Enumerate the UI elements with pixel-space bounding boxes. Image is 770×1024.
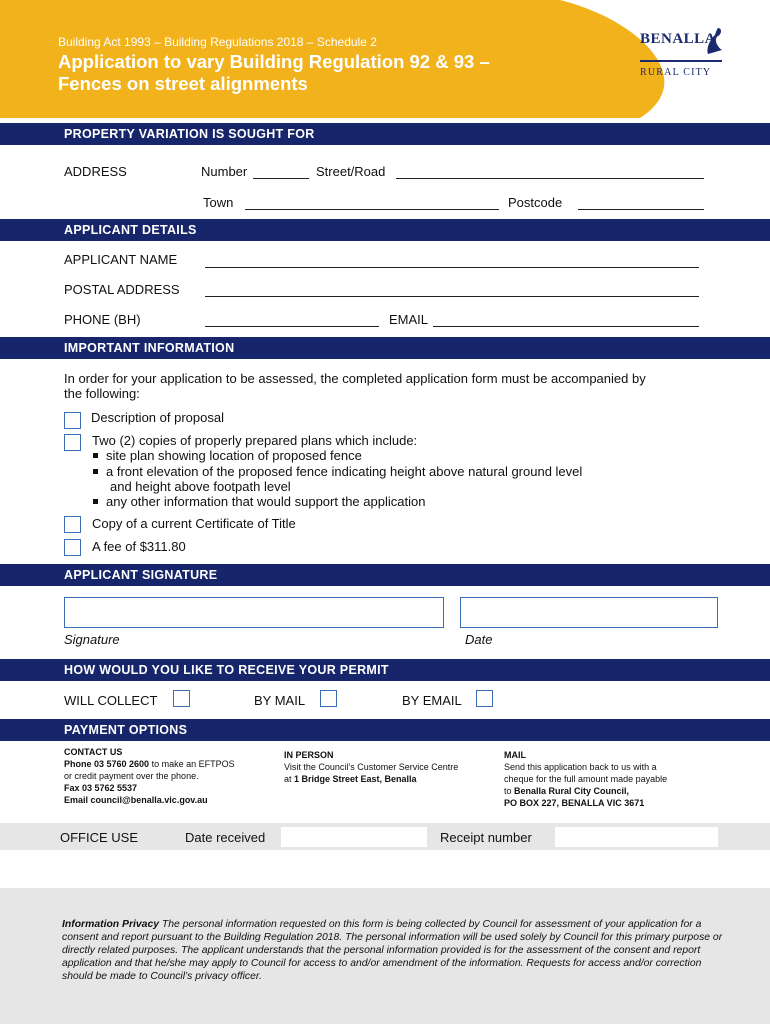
date-label: Date <box>465 632 493 647</box>
important-intro-line2: the following: <box>64 386 140 401</box>
will-collect-label: WILL COLLECT <box>64 693 158 708</box>
by-mail-label: BY MAIL <box>254 693 306 708</box>
date-field[interactable] <box>460 597 718 628</box>
payment-contact: CONTACT US Phone 03 5760 2600 to make an EFTPOS or credit payment over the phone. Fax 03 5762 5537 Email council@benalla.vic.gov.au <box>64 747 235 805</box>
signature-label: Signature <box>64 632 120 647</box>
postcode-label: Postcode <box>508 195 563 210</box>
bullet-front-elevation-cont: and height above footpath level <box>110 479 291 494</box>
checkbox-will-collect[interactable] <box>173 690 190 707</box>
date-received-label: Date received <box>185 830 266 845</box>
signature-field[interactable] <box>64 597 444 628</box>
phone-field[interactable] <box>205 326 379 327</box>
receipt-number-label: Receipt number <box>440 830 532 845</box>
page-header <box>0 0 770 118</box>
item-title-label: Copy of a current Certificate of Title <box>92 516 296 531</box>
bullet-other-info: any other information that would support the application <box>93 494 425 509</box>
section-important-heading: IMPORTANT INFORMATION <box>0 337 770 359</box>
town-field[interactable] <box>245 209 499 210</box>
number-label: Number <box>201 164 248 179</box>
postal-address-field[interactable] <box>205 296 699 297</box>
postal-address-label: POSTAL ADDRESS <box>64 282 180 297</box>
payment-mail: MAIL Send this application back to us with a cheque for the full amount made payable to Benalla Rural City Council, PO BOX 227, BENALLA VIC 3671 <box>504 750 668 808</box>
section-payment-heading: PAYMENT OPTIONS <box>0 719 770 741</box>
bullet-site-plan: site plan showing location of proposed fence <box>93 448 362 463</box>
act-reference: Building Act 1993 – Building Regulations 2018 – Schedule 2 <box>58 35 377 49</box>
item-description-label: Description of proposal <box>91 410 224 425</box>
address-label: ADDRESS <box>64 164 127 179</box>
receipt-number-field[interactable] <box>555 827 718 847</box>
street-field[interactable] <box>396 178 704 179</box>
page-title: Application to vary Building Regulation 92 & 93 – Fences on street alignments <box>58 51 490 94</box>
phone-label: PHONE (BH) <box>64 312 141 327</box>
email-label: EMAIL <box>389 312 429 327</box>
email-field[interactable] <box>433 326 699 327</box>
important-intro-line1: In order for your application to be assessed, the completed application form must be accompanied by <box>64 371 646 386</box>
number-field[interactable] <box>253 178 309 179</box>
checkbox-description[interactable] <box>64 412 81 429</box>
checkbox-by-mail[interactable] <box>320 690 337 707</box>
postcode-field[interactable] <box>578 209 704 210</box>
applicant-name-label: APPLICANT NAME <box>64 252 178 267</box>
privacy-statement: Information Privacy The personal information requested on this form is being collected by Council for assessment of your application for a consent and report pursuant to the Building Regulation 2018. The personal information will be used solely by Council for this primary purpose or directly related purposes. The applicant understands that the personal information provided is for the assessment of the consent and report application and that he/she may apply to Council for access to and/or amendment of the information. Requests for access and/or correction should be made to Council’s privacy officer. <box>62 919 723 982</box>
section-applicant-heading: APPLICANT DETAILS <box>0 219 770 241</box>
street-label: Street/Road <box>316 164 386 179</box>
office-use-label: OFFICE USE <box>60 830 139 845</box>
date-received-field[interactable] <box>281 827 427 847</box>
by-email-label: BY EMAIL <box>402 693 462 708</box>
applicant-name-field[interactable] <box>205 267 699 268</box>
town-label: Town <box>203 195 234 210</box>
section-receive-heading: HOW WOULD YOU LIKE TO RECEIVE YOUR PERMIT <box>0 659 770 681</box>
checkbox-by-email[interactable] <box>476 690 493 707</box>
bullet-front-elevation: a front elevation of the proposed fence indicating height above natural ground level <box>93 464 582 479</box>
item-plans-label: Two (2) copies of properly prepared plans which include: <box>92 433 418 448</box>
checkbox-title[interactable] <box>64 516 81 533</box>
payment-in-person: IN PERSON Visit the Council’s Customer Service Centre at 1 Bridge Street East, Benalla <box>284 750 459 784</box>
section-property-heading: PROPERTY VARIATION IS SOUGHT FOR <box>0 123 770 145</box>
item-fee-label: A fee of $311.80 <box>92 539 186 554</box>
checkbox-fee[interactable] <box>64 539 81 556</box>
section-signature-heading: APPLICANT SIGNATURE <box>0 564 770 586</box>
checkbox-plans[interactable] <box>64 434 81 451</box>
benalla-logo: BENALLA RURAL CITY <box>638 26 728 86</box>
